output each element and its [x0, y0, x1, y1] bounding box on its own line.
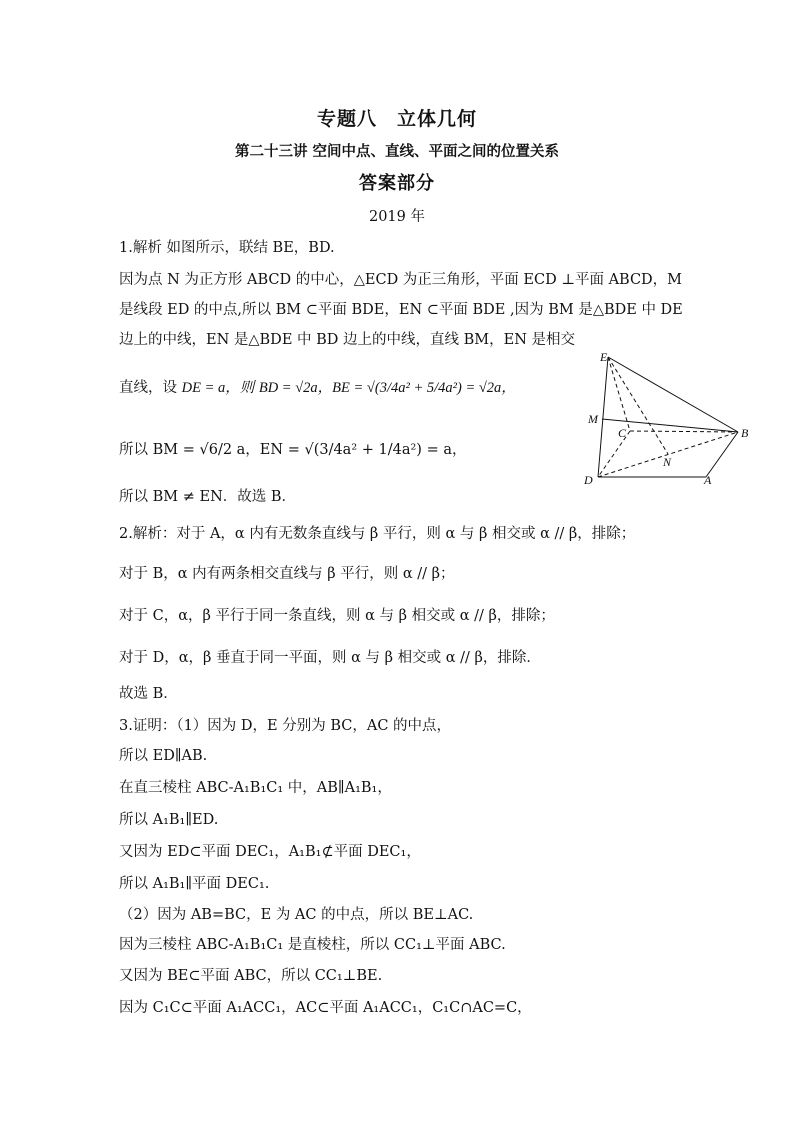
label-B: B: [741, 426, 749, 440]
problem-3-line-2: 所以 ED∥AB.: [119, 748, 208, 764]
problem-1-line-1: 1.解析 如图所示，联结 BE，BD.: [119, 240, 335, 256]
problem-1-line-4: 边上的中线，EN 是△BDE 中 BD 边上的中线，直线 BM，EN 是相交: [119, 332, 575, 348]
page-title: 专题八 立体几何: [316, 108, 477, 130]
problem-1-line-7: 所以 BM ≠ EN．故选 B．: [119, 489, 297, 505]
edge-ED: [598, 357, 608, 477]
problem-2-line-4: 对于 D，α，β 垂直于同一平面，则 α 与 β 相交或 α // β，排除．: [119, 650, 541, 666]
problem-3-line-10: 因为 C₁C⊂平面 A₁ACC₁，AC⊂平面 A₁ACC₁，C₁C∩AC=C，: [119, 1000, 532, 1016]
line-5-text-b: DE = a，则: [181, 380, 255, 396]
label-C: C: [618, 426, 627, 440]
answers-heading: 答案部分: [359, 173, 435, 194]
problem-2-line-1: 2.解析：对于 A，α 内有无数条直线与 β 平行，则 α 与 β 相交或 α // β，排除；: [119, 526, 636, 542]
problem-3-line-6: 所以 A₁B₁∥平面 DEC₁.: [119, 876, 270, 892]
lecture-subtitle: 第二十三讲 空间中点、直线、平面之间的位置关系: [234, 143, 560, 160]
edge-AB: [706, 432, 738, 477]
problem-3-line-4: 所以 A₁B₁∥ED.: [119, 812, 219, 828]
line-5-text-c: BD = √2a，BE = √(3/4a² + 5/4a²) = √2a，: [258, 380, 516, 396]
problem-2-line-3: 对于 C，α，β 平行于同一条直线，则 α 与 β 相交或 α // β，排除；: [119, 608, 555, 624]
year-heading: 2019 年: [368, 209, 425, 225]
problem-3-line-5: 又因为 ED⊂平面 DEC₁，A₁B₁⊄平面 DEC₁，: [119, 844, 421, 860]
problem-3-line-1: 3.证明：（1）因为 D，E 分别为 BC，AC 的中点，: [119, 718, 452, 734]
edge-EB: [608, 357, 738, 432]
label-E: E: [600, 350, 608, 364]
edge-EN: [608, 357, 668, 454]
line-5-text-a: 直线，设: [119, 380, 177, 396]
problem-1-line-5: [119, 378, 516, 398]
pyramid-figure: [578, 345, 758, 490]
label-N: N: [663, 455, 672, 469]
edge-CB: [630, 431, 738, 432]
problem-3-line-3: 在直三棱柱 ABC-A₁B₁C₁ 中，AB∥A₁B₁，: [119, 780, 392, 796]
problem-3-line-9: 又因为 BE⊂平面 ABC，所以 CC₁⊥BE.: [119, 968, 383, 984]
problem-1-line-2: 因为点 N 为正方形 ABCD 的中心，△ECD 为正三角形，平面 ECD ⊥平面 ABCD，M: [119, 272, 683, 288]
label-M: M: [588, 412, 598, 426]
problem-3-line-8: 因为三棱柱 ABC-A₁B₁C₁ 是直棱柱，所以 CC₁⊥平面 ABC.: [119, 937, 506, 953]
problem-3-line-7: （2）因为 AB=BC，E 为 AC 的中点，所以 BE⊥AC.: [119, 907, 474, 923]
problem-1-line-3: 是线段 ED 的中点,所以 BM ⊂平面 BDE，EN ⊂平面 BDE ,因为 BM 是△BDE 中 DE: [119, 302, 683, 318]
problem-1-line-6: 所以 BM = √6/2 a，EN = √(3/4a² + 1/4a²) = a，: [119, 442, 467, 458]
problem-2-line-2: 对于 B，α 内有两条相交直线与 β 平行，则 α // β；: [119, 566, 455, 582]
label-D: D: [584, 473, 593, 487]
problem-2-line-5: 故选 B．: [119, 686, 178, 702]
label-A: A: [704, 473, 712, 487]
